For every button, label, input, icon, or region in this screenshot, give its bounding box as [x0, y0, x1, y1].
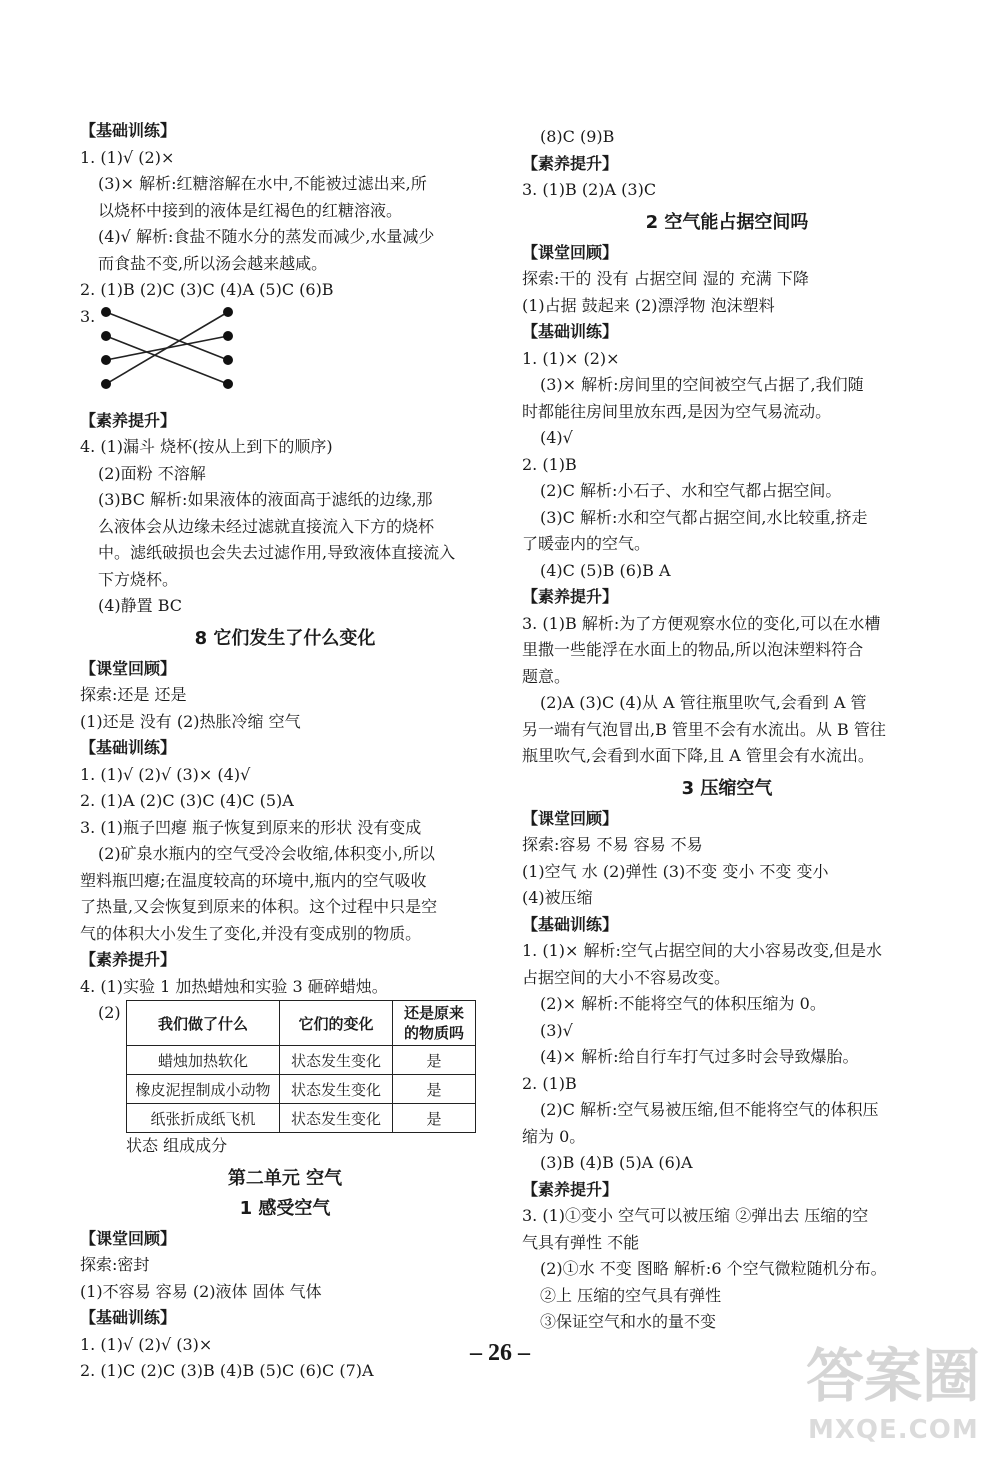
table-cell: 是 — [393, 1104, 476, 1133]
answer-line: (3)BC 解析:如果液体的液面高于滤纸的边缘,那 — [98, 490, 433, 509]
answer-line: (3)√ — [540, 1020, 573, 1040]
answer-line: 状态 组成成分 — [126, 1136, 228, 1155]
answer-line: (1)空气 水 (2)弹性 (3)不变 变小 不变 变小 — [522, 861, 829, 881]
table-row — [127, 1104, 476, 1133]
answer-line: (4)C (5)B (6)B A — [540, 560, 671, 580]
answer-line: 缩为 0。 — [522, 1126, 586, 1146]
answer-line: (3)× 解析:红糖溶解在水中,不能被过滤出来,所 — [98, 174, 427, 193]
answer-line: ③保证空气和水的量不变 — [540, 1312, 717, 1331]
answer-line: 2. (1)B — [522, 454, 577, 474]
answer-line: (3)× 解析:房间里的空间被空气占据了,我们随 — [540, 375, 864, 394]
answer-line: 下方烧杯。 — [98, 569, 179, 589]
section-heading: 【课堂回顾】 — [522, 242, 619, 262]
answer-line: 而食盐不变,所以汤会越来越咸。 — [98, 253, 328, 273]
answer-line: (2)C 解析:小石子、水和空气都占据空间。 — [540, 481, 842, 500]
table-row — [127, 1046, 476, 1075]
table-header: 还是原来的物质吗 — [393, 1001, 476, 1046]
page-number: – 26 – — [470, 1340, 530, 1366]
lesson-title: 1 感受空气 — [239, 1197, 331, 1219]
answer-line: 时都能往房间里放东西,是因为空气易流动。 — [522, 401, 832, 421]
section-heading: 【基础训练】 — [80, 121, 177, 140]
section-heading: 【基础训练】 — [522, 322, 619, 341]
section-heading: 【课堂回顾】 — [80, 658, 177, 678]
answer-line: (1)不容易 容易 (2)液体 固体 气体 — [80, 1281, 322, 1301]
answer-line: 1. (1)× 解析:空气占据空间的大小容易改变,但是水 — [522, 941, 882, 960]
answer-line: 4. (1)漏斗 烧杯(按从上到下的顺序) — [80, 437, 333, 456]
answer-line: 探索:密封 — [80, 1255, 150, 1274]
answer-line: 4. (1)实验 1 加热蜡烛和实验 3 砸碎蜡烛。 — [80, 976, 388, 996]
answer-line: (2)C 解析:空气易被压缩,但不能将空气的体积压 — [540, 1100, 879, 1119]
section-heading: 【基础训练】 — [80, 1308, 177, 1327]
answer-line: 3. (1)B 解析:为了方便观察水位的变化,可以在水槽 — [522, 613, 881, 633]
answer-line: (1)还是 没有 (2)热胀冷缩 空气 — [80, 711, 301, 731]
section-heading: 【素养提升】 — [522, 153, 619, 173]
answer-line: 3. (1)①变小 空气可以被压缩 ②弹出去 压缩的空 — [522, 1206, 869, 1225]
section-heading: 【素养提升】 — [80, 410, 177, 430]
answer-line: (4)√ 解析:食盐不随水分的蒸发而减少,水量减少 — [98, 227, 435, 246]
lesson-title: 2 空气能占据空间吗 — [645, 211, 809, 233]
table-cell: 纸张折成纸飞机 — [127, 1104, 280, 1133]
answer-line: 探索:容易 不易 容易 不易 — [522, 835, 703, 854]
answer-line: 3. — [80, 306, 96, 326]
left-column — [80, 118, 490, 1385]
matching-lines-figure — [80, 304, 260, 408]
answer-line: (2)①水 不变 图略 解析:6 个空气微粒随机分布。 — [540, 1259, 887, 1278]
answer-line: (4)× 解析:给自行车打气过多时会导致爆胎。 — [540, 1047, 859, 1066]
answer-line: 里撒一些能浮在水面上的物品,所以泡沫塑料符合 — [522, 640, 864, 659]
table-cell: 蜡烛加热软化 — [127, 1046, 280, 1075]
answer-table — [126, 1000, 476, 1133]
answer-line: 探索:干的 没有 占据空间 湿的 充满 下降 — [522, 269, 809, 288]
section-heading: 【素养提升】 — [80, 950, 177, 969]
watermark — [796, 1323, 986, 1463]
answer-line: 3. (1)瓶子凹瘪 瓶子恢复到原来的形状 没有变成 — [80, 817, 422, 837]
answer-line: (2) — [98, 1003, 121, 1022]
table-cell: 是 — [393, 1075, 476, 1104]
section-heading: 【课堂回顾】 — [522, 808, 619, 828]
right-column — [522, 124, 932, 1336]
answer-line: ②上 压缩的空气具有弹性 — [540, 1285, 722, 1305]
answer-line: (8)C (9)B — [540, 127, 615, 146]
section-heading: 【素养提升】 — [522, 1179, 619, 1199]
answer-line: 中。滤纸破损也会失去过滤作用,导致液体直接流入 — [98, 543, 456, 562]
table-row — [127, 1075, 476, 1104]
section-heading: 【素养提升】 — [522, 587, 619, 606]
lesson-title: 8 它们发生了什么变化 — [194, 627, 376, 649]
answer-line: (4)被压缩 — [522, 888, 593, 907]
table-cell: 状态发生变化 — [280, 1104, 393, 1133]
answer-line: 了暖壶内的空气。 — [522, 534, 651, 553]
answer-line: (2)矿泉水瓶内的空气受冷会收缩,体积变小,所以 — [98, 844, 435, 863]
lesson-title: 3 压缩空气 — [681, 777, 773, 799]
answer-line: 2. (1)A (2)C (3)C (4)C (5)A — [80, 791, 294, 810]
answer-line: 占据空间的大小不容易改变。 — [522, 967, 731, 987]
answer-line: 2. (1)B (2)C (3)C (4)A (5)C (6)B — [80, 280, 334, 299]
answer-line: (2)× 解析:不能将空气的体积压缩为 0。 — [540, 994, 826, 1013]
table-cell: 是 — [393, 1046, 476, 1075]
answer-line: 探索:还是 还是 — [80, 685, 187, 704]
answer-line: 么液体会从边缘未经过滤就直接流入下方的烧杯 — [98, 516, 435, 536]
table-cell: 状态发生变化 — [280, 1075, 393, 1104]
answer-line: 题意。 — [522, 666, 571, 686]
answer-line: (3)B (4)B (5)A (6)A — [540, 1153, 693, 1172]
answer-line: 1. (1)√ (2)√ (3)× — [80, 1334, 213, 1354]
table-cell: 状态发生变化 — [280, 1046, 393, 1075]
answer-line: 塑料瓶凹瘪;在温度较高的环境中,瓶内的空气吸收 — [80, 870, 427, 890]
matching-diagram — [80, 304, 490, 408]
answer-line: 3. (1)B (2)A (3)C — [522, 180, 657, 199]
answer-line: (1)占据 鼓起来 (2)漂浮物 泡沫塑料 — [522, 295, 775, 315]
answer-line: 另一端有气泡冒出,B 管里不会有水流出。从 B 管往 — [522, 719, 886, 739]
section-heading: 【基础训练】 — [522, 914, 619, 934]
answer-line: 1. (1)× (2)× — [522, 348, 620, 368]
section-heading: 【课堂回顾】 — [80, 1228, 177, 1248]
answer-line: (4)静置 BC — [98, 596, 183, 615]
answer-line: 瓶里吹气,会看到水面下降,且 A 管里会有水流出。 — [522, 746, 874, 765]
unit-title: 第二单元 空气 — [227, 1167, 343, 1189]
table-header: 我们做了什么 — [127, 1001, 280, 1046]
answer-line: (3)C 解析:水和空气都占据空间,水比较重,挤走 — [540, 507, 868, 527]
watermark-site: MXQE.COM — [808, 1415, 979, 1445]
answer-line: 2. (1)B — [522, 1073, 577, 1093]
answer-line: (2)面粉 不溶解 — [98, 463, 206, 483]
answer-line: 气的体积大小发生了变化,并没有变成别的物质。 — [80, 923, 422, 943]
section-heading: 【基础训练】 — [80, 738, 177, 757]
answer-table-wrap — [80, 1000, 490, 1133]
table-cell: 橡皮泥捏制成小动物 — [127, 1075, 280, 1104]
watermark-logo: 答案圈 — [806, 1342, 981, 1410]
answer-line: 了热量,又会恢复到原来的体积。这个过程中只是空 — [80, 897, 438, 916]
answer-line: 气具有弹性 不能 — [522, 1232, 640, 1252]
answer-line: (4)√ — [540, 428, 573, 447]
answer-line: 2. (1)C (2)C (3)B (4)B (5)C (6)C (7)A — [80, 1361, 374, 1380]
table-header: 它们的变化 — [280, 1001, 393, 1046]
answer-line: 以烧杯中接到的液体是红褐色的红糖溶液。 — [98, 200, 403, 220]
answer-line: (2)A (3)C (4)从 A 管往瓶里吹气,会看到 A 管 — [540, 693, 867, 712]
answer-line: 1. (1)√ (2)× — [80, 147, 175, 167]
answer-line: 1. (1)√ (2)√ (3)× (4)√ — [80, 764, 251, 784]
